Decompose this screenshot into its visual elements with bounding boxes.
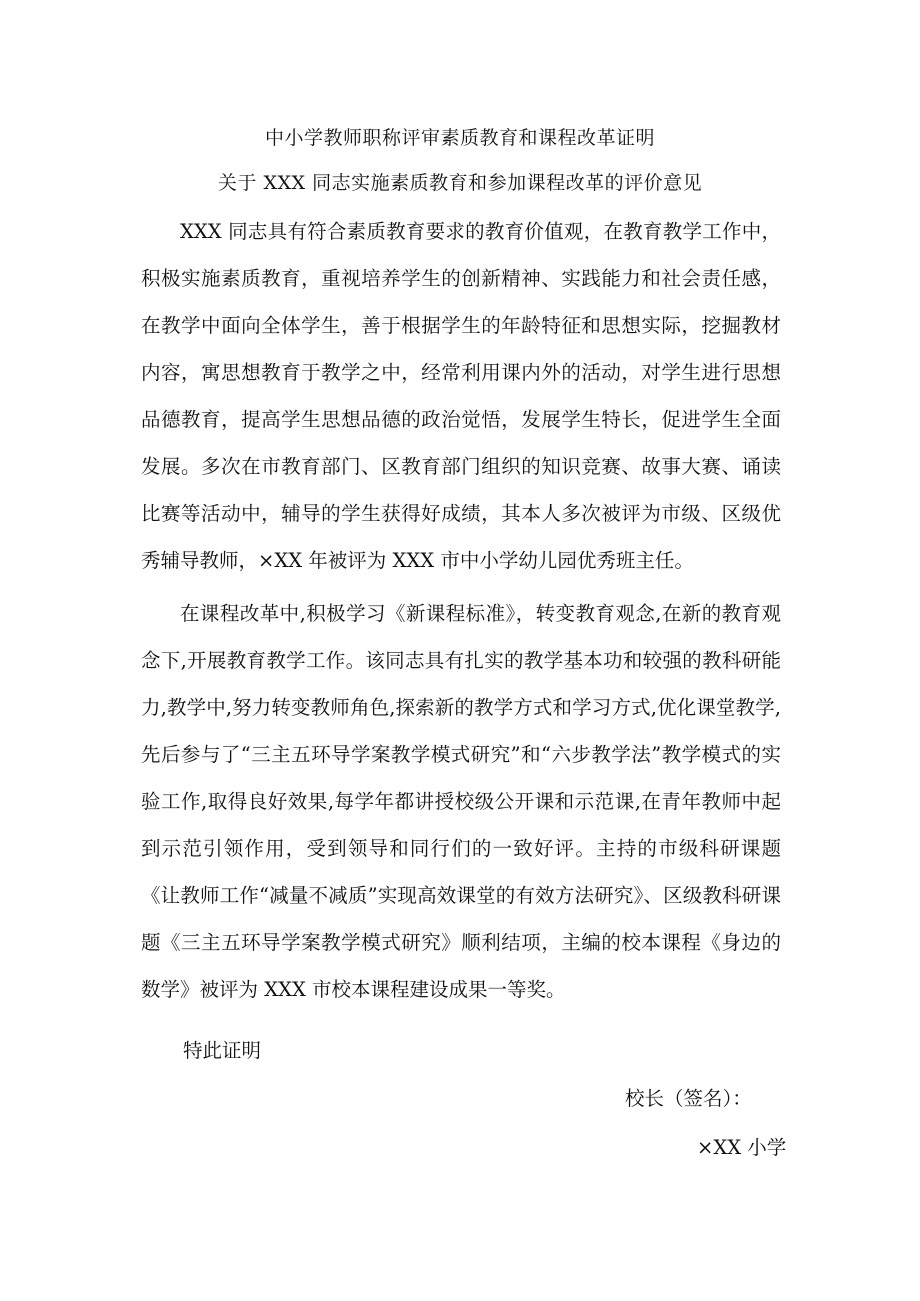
document-title: 中小学教师职称评审素质教育和课程改革证明 [264,127,655,149]
issuing-organization: ×XX 小学 [697,1136,787,1159]
body-paragraph-1: XXX 同志具有符合素质教育要求的教育价值观，在教育教学工作中，积极实施素质教育，重视培养学生的创新精神、实践能力和社会责任感，在教学中面向全体学生，善于根据学生的年龄特征和思想实际，挖掘教材内容，寓思想教育于教学之中，经常利用课内外的活动，对学生进行思想品德教育，提高学生思想品德的政治觉悟，发展学生特长，促进学生全面发展。多次在市教育部门、区教育部门组织的知识竞赛、故事大赛、诵读比赛等活动中，辅导的学生获得好成绩，其本人多次被评为市级、区级优秀辅导教师，×XX 年被评为 XXX 市中小学幼儿园优秀班主任。 [141,220,781,572]
principal-signature-label: 校长（签名）： [625,1087,752,1110]
document-subtitle: 关于 XXX 同志实施素质教育和参加课程改革的评价意见 [217,172,703,194]
body-paragraph-2: 在课程改革中,积极学习《新课程标准》，转变教育观念,在新的教育观念下,开展教育教学工作。该同志具有扎实的教学基本功和较强的教科研能力,教学中,努力转变教师角色,探索新的教学方式和学习方式,优化课堂教学,先后参与了“三主五环导学案教学模式研究”和“六步教学法”教学模式的实验工作,取得良好效果,每学年都讲授校级公开课和示范课,在青年教师中起到示范引领作用，受到领导和同行们的一致好评。主持的市级科研课题《让教师工作“减量不减质”实现高效课堂的有效方法研究》、区级教科研课题《三主五环导学案教学模式研究》顺利结项，主编的校本课程《身边的数学》被评为 XXX 市校本课程建设成果一等奖。 [141,602,781,1001]
closing-statement: 特此证明 [183,1039,262,1062]
